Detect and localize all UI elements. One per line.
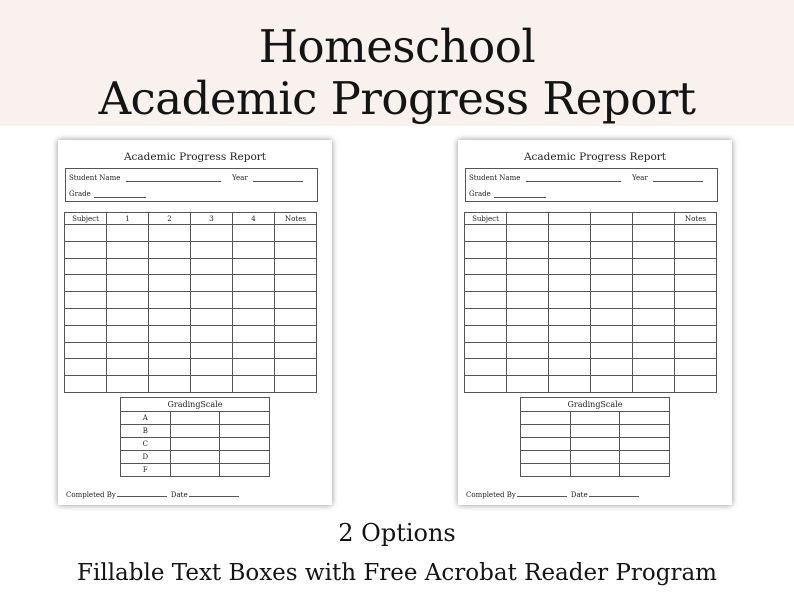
grading-scale-row bbox=[121, 412, 270, 425]
table-cell[interactable] bbox=[675, 308, 717, 325]
grade-field[interactable] bbox=[94, 197, 146, 198]
grade-cell[interactable] bbox=[620, 412, 670, 425]
table-cell[interactable] bbox=[191, 359, 233, 376]
grade-letter: B bbox=[121, 425, 171, 438]
completed-by-label: Completed By bbox=[66, 491, 116, 499]
student-name-label: Student Name bbox=[469, 174, 521, 182]
column-header: 1 bbox=[107, 213, 149, 225]
grade-cell[interactable] bbox=[170, 451, 220, 464]
table-cell[interactable] bbox=[549, 258, 591, 275]
completed-line bbox=[66, 491, 239, 499]
table-row bbox=[465, 325, 717, 342]
table-cell[interactable] bbox=[65, 359, 107, 376]
table-cell[interactable] bbox=[465, 308, 507, 325]
grade-cell[interactable] bbox=[170, 412, 220, 425]
table-row bbox=[465, 258, 717, 275]
table-cell[interactable] bbox=[507, 308, 549, 325]
date-field[interactable] bbox=[589, 496, 639, 497]
table-cell[interactable] bbox=[149, 342, 191, 359]
grade-letter bbox=[521, 464, 571, 477]
grading-scale-row bbox=[521, 451, 670, 464]
table-cell[interactable] bbox=[107, 258, 149, 275]
student-info-box bbox=[465, 168, 718, 202]
grading-scale-row bbox=[521, 425, 670, 438]
grade-cell[interactable] bbox=[170, 438, 220, 451]
table-cell[interactable] bbox=[233, 359, 275, 376]
table-cell[interactable] bbox=[549, 292, 591, 309]
table-cell[interactable] bbox=[233, 275, 275, 292]
completed-by-field[interactable] bbox=[117, 496, 167, 497]
column-header: 3 bbox=[191, 213, 233, 225]
sheet-title: Academic Progress Report bbox=[123, 151, 267, 163]
table-row bbox=[465, 241, 717, 258]
grading-scale-row bbox=[521, 412, 670, 425]
table-cell[interactable] bbox=[507, 275, 549, 292]
grade-letter bbox=[521, 438, 571, 451]
table-cell[interactable] bbox=[149, 241, 191, 258]
table-row bbox=[65, 292, 317, 309]
table-cell[interactable] bbox=[633, 258, 675, 275]
table-row bbox=[465, 275, 717, 292]
table-cell[interactable] bbox=[549, 359, 591, 376]
table-cell[interactable] bbox=[65, 258, 107, 275]
table-cell[interactable] bbox=[465, 325, 507, 342]
progress-table bbox=[64, 212, 317, 393]
table-cell[interactable] bbox=[507, 258, 549, 275]
table-cell[interactable] bbox=[675, 258, 717, 275]
table-cell[interactable] bbox=[191, 292, 233, 309]
table-row bbox=[465, 376, 717, 393]
table-cell[interactable] bbox=[275, 359, 317, 376]
table-cell[interactable] bbox=[65, 241, 107, 258]
table-cell[interactable] bbox=[149, 308, 191, 325]
grade-letter: A bbox=[121, 412, 171, 425]
table-cell[interactable] bbox=[191, 225, 233, 242]
grading-scale-table bbox=[520, 397, 670, 477]
progress-table bbox=[464, 212, 717, 393]
table-cell[interactable] bbox=[465, 258, 507, 275]
table-cell[interactable] bbox=[233, 258, 275, 275]
date-label: Date bbox=[170, 491, 188, 499]
table-row bbox=[65, 241, 317, 258]
table-cell[interactable] bbox=[233, 376, 275, 393]
table-cell[interactable] bbox=[465, 292, 507, 309]
table-cell[interactable] bbox=[549, 342, 591, 359]
table-cell[interactable] bbox=[149, 258, 191, 275]
grade-letter: C bbox=[121, 438, 171, 451]
table-cell[interactable] bbox=[275, 376, 317, 393]
grade-cell[interactable] bbox=[570, 451, 620, 464]
table-row bbox=[65, 342, 317, 359]
progress-table-header bbox=[65, 213, 317, 225]
table-cell[interactable] bbox=[465, 376, 507, 393]
table-cell[interactable] bbox=[591, 308, 633, 325]
table-cell[interactable] bbox=[191, 325, 233, 342]
year-field[interactable] bbox=[253, 181, 303, 182]
column-header bbox=[549, 213, 591, 225]
table-cell[interactable] bbox=[675, 292, 717, 309]
table-cell[interactable] bbox=[65, 325, 107, 342]
table-row bbox=[65, 376, 317, 393]
table-cell[interactable] bbox=[591, 258, 633, 275]
year-label: Year bbox=[632, 174, 648, 182]
table-cell[interactable] bbox=[633, 359, 675, 376]
table-cell[interactable] bbox=[549, 325, 591, 342]
grade-cell[interactable] bbox=[220, 451, 270, 464]
table-cell[interactable] bbox=[675, 359, 717, 376]
table-cell[interactable] bbox=[549, 225, 591, 242]
table-cell[interactable] bbox=[65, 225, 107, 242]
table-cell[interactable] bbox=[65, 342, 107, 359]
table-cell[interactable] bbox=[107, 325, 149, 342]
grade-cell[interactable] bbox=[570, 438, 620, 451]
grading-scale-row bbox=[521, 438, 670, 451]
table-cell[interactable] bbox=[591, 359, 633, 376]
table-cell[interactable] bbox=[149, 225, 191, 242]
table-cell[interactable] bbox=[633, 325, 675, 342]
table-row bbox=[465, 359, 717, 376]
table-cell[interactable] bbox=[149, 292, 191, 309]
table-cell[interactable] bbox=[465, 359, 507, 376]
table-cell[interactable] bbox=[275, 342, 317, 359]
column-header bbox=[633, 213, 675, 225]
date-label: Date bbox=[570, 491, 588, 499]
table-cell[interactable] bbox=[275, 275, 317, 292]
table-cell[interactable] bbox=[591, 225, 633, 242]
grade-cell[interactable] bbox=[570, 412, 620, 425]
table-cell[interactable] bbox=[65, 376, 107, 393]
table-cell[interactable] bbox=[591, 325, 633, 342]
student-name-field[interactable] bbox=[126, 181, 221, 182]
table-cell[interactable] bbox=[675, 342, 717, 359]
year-label: Year bbox=[232, 174, 248, 182]
table-cell[interactable] bbox=[633, 342, 675, 359]
grading-scale-row bbox=[121, 464, 270, 477]
table-cell[interactable] bbox=[465, 342, 507, 359]
grade-label: Grade bbox=[69, 190, 91, 198]
table-cell[interactable] bbox=[675, 225, 717, 242]
table-cell[interactable] bbox=[549, 241, 591, 258]
table-cell[interactable] bbox=[149, 376, 191, 393]
table-row bbox=[65, 308, 317, 325]
table-cell[interactable] bbox=[591, 292, 633, 309]
column-header: Notes bbox=[275, 213, 317, 225]
table-cell[interactable] bbox=[107, 308, 149, 325]
grading-scale-row bbox=[121, 425, 270, 438]
table-cell[interactable] bbox=[507, 359, 549, 376]
table-cell[interactable] bbox=[233, 342, 275, 359]
report-sheet-option-2 bbox=[458, 140, 732, 505]
table-row bbox=[65, 258, 317, 275]
column-header: Subject bbox=[465, 213, 507, 225]
table-row bbox=[465, 292, 717, 309]
table-cell[interactable] bbox=[633, 225, 675, 242]
table-cell[interactable] bbox=[149, 275, 191, 292]
progress-table-header bbox=[465, 213, 717, 225]
table-cell[interactable] bbox=[191, 376, 233, 393]
grade-cell[interactable] bbox=[220, 438, 270, 451]
table-row bbox=[465, 225, 717, 242]
table-cell[interactable] bbox=[507, 225, 549, 242]
date-field[interactable] bbox=[189, 496, 239, 497]
grade-cell[interactable] bbox=[570, 425, 620, 438]
table-cell[interactable] bbox=[633, 275, 675, 292]
table-cell[interactable] bbox=[233, 308, 275, 325]
table-cell[interactable] bbox=[507, 376, 549, 393]
table-cell[interactable] bbox=[107, 376, 149, 393]
table-cell[interactable] bbox=[191, 258, 233, 275]
options-caption: 2 Options bbox=[338, 519, 456, 547]
student-name-label: Student Name bbox=[69, 174, 121, 182]
table-cell[interactable] bbox=[633, 376, 675, 393]
completed-by-label: Completed By bbox=[466, 491, 516, 499]
grade-cell[interactable] bbox=[620, 425, 670, 438]
grade-cell[interactable] bbox=[220, 425, 270, 438]
table-cell[interactable] bbox=[465, 275, 507, 292]
column-header: Notes bbox=[675, 213, 717, 225]
table-cell[interactable] bbox=[591, 342, 633, 359]
grade-letter bbox=[521, 425, 571, 438]
grade-cell[interactable] bbox=[570, 464, 620, 477]
table-cell[interactable] bbox=[507, 342, 549, 359]
table-cell[interactable] bbox=[465, 225, 507, 242]
table-cell[interactable] bbox=[149, 325, 191, 342]
table-cell[interactable] bbox=[591, 376, 633, 393]
year-field[interactable] bbox=[653, 181, 703, 182]
grade-letter bbox=[521, 412, 571, 425]
table-row bbox=[65, 225, 317, 242]
table-cell[interactable] bbox=[107, 342, 149, 359]
page-title-line-2: Academic Progress Report bbox=[98, 72, 696, 125]
table-cell[interactable] bbox=[233, 225, 275, 242]
table-cell[interactable] bbox=[233, 241, 275, 258]
table-cell[interactable] bbox=[149, 359, 191, 376]
table-cell[interactable] bbox=[275, 225, 317, 242]
grade-cell[interactable] bbox=[170, 425, 220, 438]
completed-line bbox=[466, 491, 639, 499]
table-row bbox=[65, 275, 317, 292]
table-cell[interactable] bbox=[633, 308, 675, 325]
column-header bbox=[591, 213, 633, 225]
table-row bbox=[465, 342, 717, 359]
table-cell[interactable] bbox=[633, 292, 675, 309]
table-cell[interactable] bbox=[549, 308, 591, 325]
table-cell[interactable] bbox=[275, 292, 317, 309]
table-cell[interactable] bbox=[507, 325, 549, 342]
table-cell[interactable] bbox=[633, 241, 675, 258]
student-info-box bbox=[65, 168, 318, 202]
table-cell[interactable] bbox=[275, 241, 317, 258]
table-cell[interactable] bbox=[191, 241, 233, 258]
table-row bbox=[465, 308, 717, 325]
table-row bbox=[65, 325, 317, 342]
table-cell[interactable] bbox=[107, 225, 149, 242]
table-cell[interactable] bbox=[465, 241, 507, 258]
fillable-caption: Fillable Text Boxes with Free Acrobat Reader Program bbox=[77, 560, 717, 586]
grade-letter: D bbox=[121, 451, 171, 464]
table-cell[interactable] bbox=[675, 325, 717, 342]
grade-cell[interactable] bbox=[620, 451, 670, 464]
column-header: 2 bbox=[149, 213, 191, 225]
grading-scale-row bbox=[121, 451, 270, 464]
table-cell[interactable] bbox=[675, 376, 717, 393]
grading-scale-row bbox=[121, 438, 270, 451]
table-cell[interactable] bbox=[107, 359, 149, 376]
table-cell[interactable] bbox=[65, 275, 107, 292]
table-cell[interactable] bbox=[591, 275, 633, 292]
table-cell[interactable] bbox=[65, 292, 107, 309]
table-cell[interactable] bbox=[107, 241, 149, 258]
table-cell[interactable] bbox=[507, 241, 549, 258]
page-title-line-1: Homeschool bbox=[258, 20, 536, 73]
grade-cell[interactable] bbox=[620, 464, 670, 477]
column-header: Subject bbox=[65, 213, 107, 225]
grade-label: Grade bbox=[469, 190, 491, 198]
table-cell[interactable] bbox=[233, 325, 275, 342]
report-sheet-option-1 bbox=[58, 140, 332, 505]
grading-scale-header bbox=[521, 398, 670, 412]
table-cell[interactable] bbox=[549, 275, 591, 292]
table-cell[interactable] bbox=[675, 275, 717, 292]
table-cell[interactable] bbox=[191, 275, 233, 292]
grade-cell[interactable] bbox=[620, 438, 670, 451]
grading-scale-table bbox=[120, 397, 270, 477]
column-header: 4 bbox=[233, 213, 275, 225]
table-cell[interactable] bbox=[191, 342, 233, 359]
grade-cell[interactable] bbox=[170, 464, 220, 477]
table-cell[interactable] bbox=[549, 376, 591, 393]
grading-scale-title: GradingScale bbox=[121, 398, 270, 412]
table-cell[interactable] bbox=[275, 325, 317, 342]
completed-by-field[interactable] bbox=[517, 496, 567, 497]
grade-letter bbox=[521, 451, 571, 464]
grading-scale-row bbox=[521, 464, 670, 477]
table-cell[interactable] bbox=[107, 275, 149, 292]
table-cell[interactable] bbox=[65, 308, 107, 325]
student-name-field[interactable] bbox=[526, 181, 621, 182]
table-cell[interactable] bbox=[275, 258, 317, 275]
grade-letter: F bbox=[121, 464, 171, 477]
grade-field[interactable] bbox=[494, 197, 546, 198]
grade-cell[interactable] bbox=[220, 464, 270, 477]
table-row bbox=[65, 359, 317, 376]
column-header bbox=[507, 213, 549, 225]
grading-scale-header bbox=[121, 398, 270, 412]
grade-cell[interactable] bbox=[220, 412, 270, 425]
table-cell[interactable] bbox=[591, 241, 633, 258]
table-cell[interactable] bbox=[275, 308, 317, 325]
sheet-title: Academic Progress Report bbox=[523, 151, 667, 163]
table-cell[interactable] bbox=[675, 241, 717, 258]
table-cell[interactable] bbox=[107, 292, 149, 309]
table-cell[interactable] bbox=[191, 308, 233, 325]
grading-scale-title: GradingScale bbox=[521, 398, 670, 412]
table-cell[interactable] bbox=[233, 292, 275, 309]
table-cell[interactable] bbox=[507, 292, 549, 309]
